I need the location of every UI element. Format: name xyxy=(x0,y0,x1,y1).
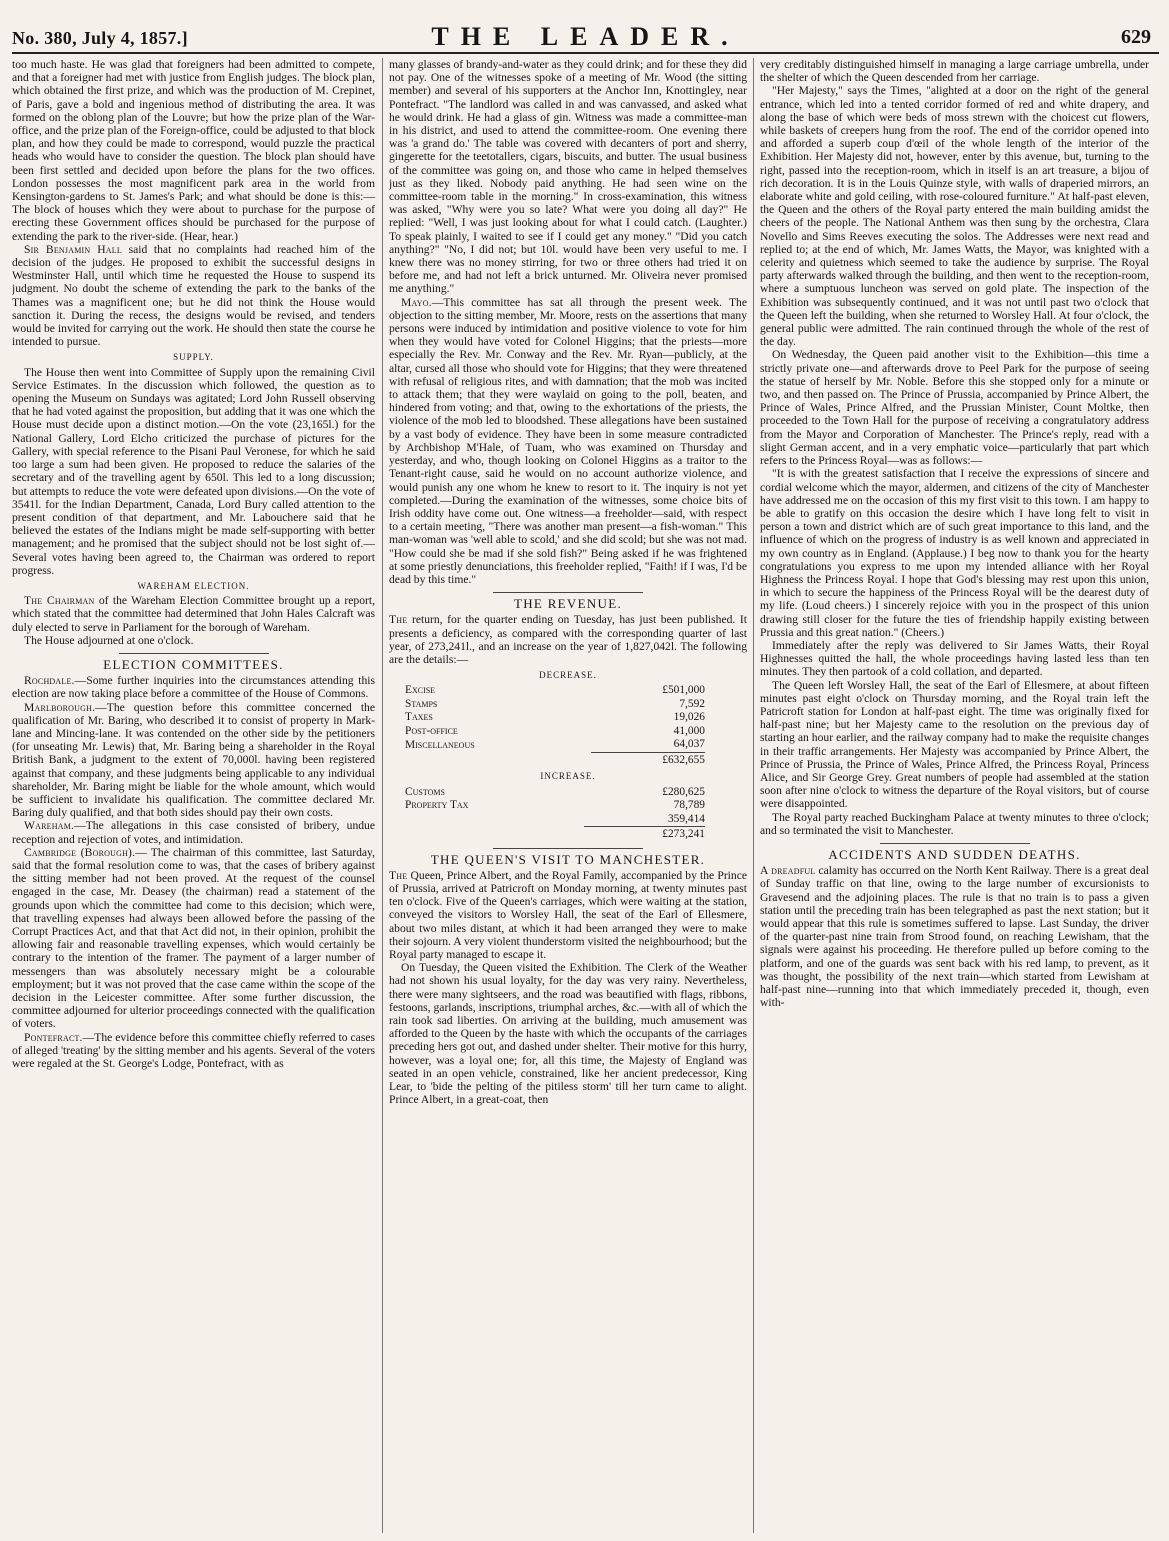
increase-heading: INCREASE. xyxy=(540,771,596,782)
decrease-total: £632,655 xyxy=(591,752,705,767)
decrease-heading: DECREASE. xyxy=(539,670,597,681)
paragraph-text: Queen, Prince Albert, and the Royal Family, accompanied by the Prince of Prussia, arrived at Patricroft on Monday morning, at twenty minutes past ten o'clock. Five of the Queen's carriages, which were waiting at the station, conveyed the visitors to Worsley Hall, the seat of the Earl of Ellesmere, about two miles distant, at which it had been arranged they were to make their sojourn. A very violent thunderstorm visited the neighbourhood; but the Royal party managed to escape it. xyxy=(389,868,747,961)
paragraph: many glasses of brandy-and-water as they could drink; and for these they did not pay. One of the witnesses spoke of a meeting of Mr. Wood (the sitting member) and several of his supporters at the Anchor Inn, Knottingley, near Pontefract. "The landlord was called in and was canvassed, and asked what he would drink. He had a glass of gin. Witness was made a committee-man in his district, and used to attend the committee-room. One evening there was 'a grand do.' The table was covered with decanters of port and sherry, gingerette for the teetotallers, cigars, biscuits, and butter. The usual business of the committee was going on, and those who came in helped themselves just as they liked. Nobody paid anything. He had seen wine on the committee-room table in the morning." In cross-examination, this witness was asked, "Why were you so late? What were you doing all day?" He replied: "Well, I was just looking about for what I could catch. (Laughter.) To speak plainly, I waited to see if I could get any money." "Did you catch anything?" "No, I did not; but 10l. would have been very useful to me. I knew there was no money stirring, for two or three others had tried it on before me, and had not left a brick unturned. Mr. Oliveira never promised me anything." xyxy=(389,58,747,296)
paragraph: "It is with the greatest satisfaction that I receive the expressions of sincere and cordial welcome which the mayor, aldermen, and citizens of the city of Manchester have addressed me on the occasion of this my first visit to this town. I am happy to be able to gratify on this occasion the desire which I have long felt to visit in person a town and district which are of such great importance to this land, and the influence of which on the progress of industry is as well known and appreciated in my own country as in England. (Applause.) I beg now to thank you for the hearty congratulations you express to me upon my intended alliance with her Royal Highness the Princess Royal. I hope that God's blessing may rest upon this union, in which to secure the happiness of the Princess Royal will be the dearest duty of my life. (Loud cheers.) I sincerely rejoice with you in the prospect of this union drawing still closer for the future the ties of friendship happily existing between Prussia and this great nation." (Cheers.) xyxy=(760,467,1149,639)
paragraph-text: of the Wareham Election Committee brought up a report, which stated that the committee had determined that John Hales Calcraft was duly elected to serve in Parliament for the borough of Wareham. xyxy=(12,594,375,634)
place-name: Pontefract. xyxy=(24,1030,83,1044)
paragraph xyxy=(12,819,375,845)
paragraph xyxy=(12,594,375,634)
section-divider xyxy=(880,843,1030,844)
paragraph xyxy=(389,869,747,961)
paragraph xyxy=(389,613,747,666)
paragraph: On Tuesday, the Queen visited the Exhibition. The Clerk of the Weather had not shown his usual loyalty, for the day was very rainy. Nevertheless, there were many sightseers, and the road was beautified with flags, ribbons, festoons, garlands, inscriptions, triumphal arches, &c.—with all of which the rain took sad liberties. On arriving at the building, much amusement was afforded to the Queen by the haste with which the occupants of the carriages preceding hers got out, and dashed under shelter. Their motive for this hurry, however, was a loyal one; for, all this time, the Majesty of England was seated in an open vehicle, constrained, like her ancient predecessor, King Lear, to 'bide the pelting of the pitiless storm' till her turn came to alight. Prince Albert, in a great-coat, then xyxy=(389,961,747,1107)
place-name: Marlborough. xyxy=(24,700,96,714)
table-row: Post-office 41,000 xyxy=(405,724,705,737)
paragraph-text: return, for the quarter ending on Tuesday, has just been published. It presents a deficiency, as compared with the corresponding quarter of last year, of 273,241l., and an increase on the year of 1,827,042l. The following are the details:— xyxy=(389,613,747,666)
paragraph-text: said that no complaints had reached him of the decision of the judges. He proposed to exhibit the successful designs in Westminster Hall, until which time he requested the House to suspend its judgment. No doubt the scheme of extending the park to the banks of the Thames was a magnificent one; but he did not think the House would sanction it. During the recess, the designs would be revised, and tenders would be invited for carrying out the work. He should then state the course he intended to pursue. xyxy=(12,242,375,349)
paragraph-text: —The allegations in this case consisted of bribery, undue reception and rejection of votes, and intimidation. xyxy=(12,819,375,846)
column-rule xyxy=(753,58,754,1533)
paragraph-text: — The chairman of this committee, last Saturday, said that the formal resolution come to was, that the cases of bribery against the sitting member had not been proved. At the request of the counsel engaged in the case, Mr. Deasey (the chairman) read a statement of the grounds upon which the committee had come to this decision; which were, that travelling expenses had always been allowed before the passing of the Corrupt Practices Act, and that that Act did not, in their opinion, prohibit the allowing fair and reasonable travelling expenses, which would certainly be contrary to the intention of the framer. The payment of a larger number of messengers than was absolutely necessary might be a colourable employment; but it was not proved that the case came within the scope of the decision in the Leicester committee. After some further discussion, the committee adjourned for ulterior proceedings connected with the qualification of voters. xyxy=(12,845,375,1031)
subheading-wareham: WAREHAM ELECTION. xyxy=(137,580,250,591)
paragraph xyxy=(12,674,375,700)
paragraph: very creditably distinguished himself in managing a large carriage umbrella, under the shelter of which the Queen descended from her carriage. xyxy=(760,58,1149,85)
columns xyxy=(12,58,1159,1533)
table-total-row xyxy=(405,752,705,767)
section-divider xyxy=(493,592,643,593)
paragraph-text: —Some further inquiries into the circumstances attending this election are now taking place before a committee of the House of Commons. xyxy=(12,674,375,701)
paragraph xyxy=(12,243,375,349)
lead-word: The xyxy=(389,868,408,882)
speaker-name: The Chairman xyxy=(24,594,95,608)
paragraph: too much haste. He was glad that foreigners had been admitted to compete, and that a foreigner had met with justice from English judges. The block plan, which obtained the first prize, and which was the production of M. Crepinet, of Paris, gave a bold and ingenious method of distributing the area. It was formed on the oblong plan of the Louvre; but how the prize plan of the War-office, and the prize plan of the Foreign-office, could be adjusted to that block plan, and how they could be made to correspond, would puzzle the practical heads who would have to consider the question. The block plan should have been first settled and decided upon before the plans for the two offices. London possesses the most magnificent park area in the world from Kensington-gardens to St. James's Park; and what should be done is this:—The block of houses which they were about to purchase for the purpose of erecting these Government offices should be purchased for the purpose of extending the park to the river-side. (Hear, hear.) xyxy=(12,58,375,243)
masthead xyxy=(12,6,1159,54)
increase-table xyxy=(405,786,705,842)
paragraph-text: calamity has occurred on the North Kent Railway. There is a great deal of Sunday traffic on that line, owing to the large number of excursionists to Gravesend and the adjoining places. The rule is that no train is to pass a given station until the preceding train has been telegraphed as past the next station; but it would appear that this rule is sometimes suffered to lapse. Last Sunday, the driver of the quarter-past nine train from Strood found, on reaching Lewisham, that the signals were against his proceeding. He therefore pulled up before coming to the platform, and one of the guards was sent back with his red lamp, to prevent, as it was thought, the possibility of the next train—which started from Lewisham at half-past nine—running into that which immediately preceded it, though, even with- xyxy=(760,864,1149,1010)
place-name: Wareham. xyxy=(24,819,75,833)
paragraph-text: —The evidence before this committee chiefly referred to cases of alleged 'treating' by the sitting member and his agents. Several of the voters were regaled at the St. George's Lodge, Pontefract, with as xyxy=(12,1030,375,1071)
column-rule xyxy=(382,58,383,1533)
place-name: Mayo. xyxy=(401,295,432,309)
table-row: Excise £501,000 xyxy=(405,684,705,697)
heading-election-committees: ELECTION COMMITTEES. xyxy=(103,656,284,672)
lead-word: A dreadful xyxy=(760,864,816,878)
paragraph: The Royal party reached Buckingham Palace at twenty minutes to three o'clock; and so terminated the visit to Manchester. xyxy=(760,810,1149,837)
table-row: Customs £280,625 xyxy=(405,785,705,798)
speaker-name: Sir Benjamin Hall xyxy=(24,242,122,256)
paragraph: The House adjourned at one o'clock. xyxy=(24,633,194,647)
decrease-table xyxy=(405,684,705,767)
table-row: Stamps 7,592 xyxy=(405,697,705,710)
place-name: Rochdale. xyxy=(24,674,75,688)
table-total-row xyxy=(405,813,705,827)
paragraph: Immediately after the reply was delivered to Sir James Watts, their Royal Highnesses quitted the hall, the whole proceedings having lasted less than ten minutes. They then partook of a cold collation, and departed. xyxy=(760,638,1149,679)
paragraph: The Queen left Worsley Hall, the seat of the Earl of Ellesmere, at about fifteen minutes past eight o'clock on Thursday morning, and the Royal train left the Patricroft station for London at half-past eight. The time was originally fixed for half-past nine; but her Majesty came to the resolution on the previous day of starting an hour earlier, and the railway company had to make the requisite changes in their traffic arrangements. Her Majesty was accompanied by Prince Albert, the Prince of Prussia, the Prince of Wales, Prince Alfred, the Princess Royal, Princess Alice, and Sir George Grey. Great numbers of people had assembled at the station soon after nine o'clock to witness the departure of the Royal visitors, but of course were disappointed. xyxy=(760,678,1149,811)
page-number: 629 xyxy=(1121,26,1151,48)
heading-revenue: THE REVENUE. xyxy=(513,596,623,612)
paragraph xyxy=(389,296,747,586)
table-total-row xyxy=(405,827,705,842)
section-divider xyxy=(119,653,269,654)
paragraph: On Wednesday, the Queen paid another visit to the Exhibition—this time a strictly private one—and afterwards drove to Peel Park for the purpose of seeing the statue of herself by Mr. Noble. Before this she stopped only for a minute or two, and then passed on. The Prince of Prussia, accompanied by Prince Albert, the Prince of Wales, Prince Alfred, and the Prussian Minister, Count Moltke, then proceeded to the Town Hall for the purpose of receiving a congratulatory address from the Mayor and Corporation of Manchester. The Prince's reply, read with a slight German accent, and in a very emphatic voice—particularly that part which refers to the Princess Royal—was as follows:— xyxy=(760,348,1149,468)
column-1 xyxy=(12,58,375,1533)
table-row: Taxes 19,026 xyxy=(405,711,705,724)
paragraph-text: —The question before this committee concerned the qualification of Mr. Baring, who described it to consist of property in Mark-lane and Mincing-lane. It was contended on the other side by the petitioners (for unseating Mr. Lewis) that, Mr. Baring being a shareholder in the Royal British Bank, a judgment to the extent of 70,000l. having been registered against that company, and these judgments being applicable to any individual shareholder, Mr. Baring might be liable for the whole amount, which would be sufficient to invalidate his qualification. The committee declared Mr. Baring duly qualified, and that both sides should pay their own costs. xyxy=(12,700,375,820)
section-divider xyxy=(493,848,643,849)
heading-queens-visit: THE QUEEN'S VISIT TO MANCHESTER. xyxy=(430,851,706,867)
heading-accidents: ACCIDENTS AND SUDDEN DEATHS. xyxy=(828,846,1081,862)
column-3 xyxy=(760,58,1149,1533)
table-row: Property Tax 78,789 xyxy=(405,799,705,812)
newspaper-title: THE LEADER. xyxy=(431,22,740,51)
column-2 xyxy=(389,58,747,1533)
paragraph xyxy=(12,1031,375,1071)
increase-total: 359,414 xyxy=(667,812,705,825)
net-total: £273,241 xyxy=(584,827,705,842)
paragraph xyxy=(760,864,1149,1009)
paragraph xyxy=(12,701,375,820)
lead-word: The xyxy=(389,613,408,627)
paragraph-text: —This committee has sat all through the present week. The objection to the sitting member, Mr. Moore, rests on the assertions that many persons were induced by intimidation and positive violence to vote for him when they would have voted for Colonel Higgins; that the priests—more especially the Rev. Mr. Conway and the Rev. Mr. Ryan—publicly, at the altar, cursed all those who should vote for Higgins; that they were threatened with refusal of religious rites, and with damnation; that the mob was incited to attack them; that they were waylaid on going to the poll, beaten, and hindered from voting; and that, owing to the exhortations of the priests, the violence of the mob led to bloodshed. These allegations have been sustained by a vast body of evidence. They have been in some measure contradicted by Archbishop M'Hale, of Tuam, who was examined on Thursday and yesterday, and who, though looking on Colonel Higgins as a traitor to the Tenant-right cause, said he would on no account authorize violence, and would punish any one whom he knew to resort to it. The inquiry is not yet completed.—During the examination of the witnesses, some choice bits of Irish oddity have come out. One witness—a freeholder—said, with respect to a certain meeting, "There was another man present—a fish-woman." This man-woman was 'well able to scold,' and she did scold; but she was not mad. "How could she be mad if she sold fish?" Being asked if he was frightened at some priestly denunciations, this freeholder replied, "Faith! if I was, I'd be dead by this time." xyxy=(389,295,747,586)
paragraph: The House then went into Committee of Supply upon the remaining Civil Service Estimates. In the discussion which followed, the question as to opening the Museum on Sundays was agitated; Lord John Russell observing that he had voted against the proposition, but adding that it was one which the House must decide upon a distinct motion.—On the vote (23,165l.) for the National Gallery, Lord Elcho criticized the purchase of pictures for the Gallery, with special reference to the Pisani Paul Veronese, for which he said too large a sum had been given. He proposed to reduce the salaries of the secretary and of the travelling agent by 650l. This led to a long discussion; but attempts to reduce the vote were defeated upon divisions.—On the vote of 3541l. for the Indian Department, Canada, Lord Bury called attention to the present condition of that department, and Mr. Labouchere said that he believed the estates of the Indians might be made self-supporting with better management; and he promised that the subject should not be lost sight of.—Several votes having been agreed to, the Chairman was ordered to report progress. xyxy=(12,365,375,577)
paragraph xyxy=(12,846,375,1031)
table-row: Miscellaneous 64,037 xyxy=(405,738,705,751)
issue-line: No. 380, July 4, 1857.] xyxy=(12,28,188,48)
place-name: Cambridge (Borough). xyxy=(24,845,136,859)
paragraph: "Her Majesty," says the Times, "alighted at a door on the right of the general entrance, which led into a tented corridor formed of red and white drapery, and along the base of which were beds of moss strewn with the choicest cut flowers, while baskets of creepers hung from the roof. The end of the corridor opened into and afforded a superb coup d'œil of the whole length of the interior of the Exhibition. Her Majesty did not, however, enter by this avenue, but, turning to the right, passed into the reception-room, which in itself is an art treasure, a bijou of rich decoration. It is in the Louis Quinze style, with walls of draperied mirrors, an elaborate white and gold ceiling, with rose-coloured furniture." At half-past eleven, the Queen and the others of the Royal party entered the main building amidst the cheers of the people. The National Anthem was then sung by the orchestra, Clara Novello and Sims Reeves executing the solos. The Addresses were next read and replied to; at the end of which, Mr. James Watts, the Mayor, was knighted with a celerity and quietness which seemed to take the audience by surprise. The Royal party afterwards walked through the building, and then went to the reception-room, where a sumptuous luncheon was served on gold plate. The inspection of the Exhibition was subsequently continued, and it was not until past two o'clock that the Queen left the building, when she returned to Worsley Hall. At four o'clock, the general public were admitted. The rain continued through the whole of the rest of the day. xyxy=(760,84,1149,349)
subheading-supply: SUPPLY. xyxy=(173,352,214,363)
